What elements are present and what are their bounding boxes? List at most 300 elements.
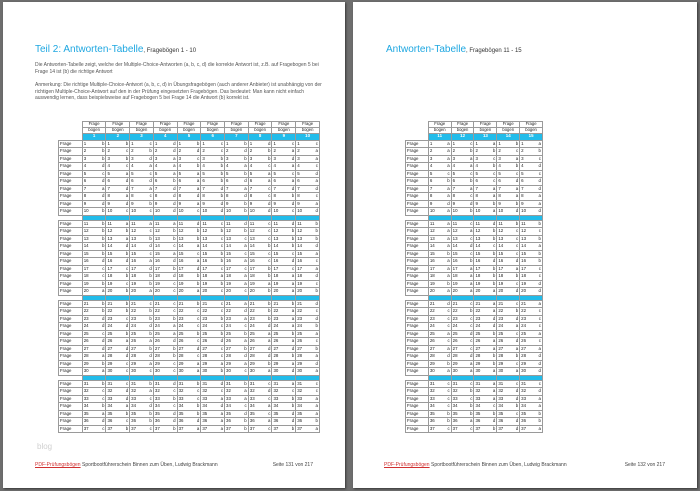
answer-cell	[497, 380, 520, 388]
row-label: Frage	[59, 258, 83, 266]
answer-letter: b	[268, 148, 271, 154]
answer-cell	[225, 155, 249, 163]
answer-cell	[248, 315, 272, 323]
question-number: 9	[83, 200, 87, 206]
answer-letter: a	[538, 243, 541, 249]
question-number: 17	[178, 265, 184, 271]
answer-letter: d	[220, 200, 224, 206]
question-number: 28	[202, 353, 208, 359]
question-number: 10	[107, 208, 113, 214]
answer-cell	[272, 208, 296, 216]
answer-cell	[177, 330, 201, 338]
question-number: 37	[249, 425, 255, 431]
answer-letter: a	[315, 368, 318, 374]
answer-cell	[130, 395, 154, 403]
question-number: 32	[107, 388, 113, 394]
row-label: Frage	[59, 265, 83, 273]
answer-letter: c	[125, 148, 129, 154]
answer-cell	[474, 345, 497, 353]
question-number: 4	[521, 163, 524, 169]
answer-cell	[82, 163, 106, 171]
answer-letter: a	[196, 178, 200, 184]
answer-letter: c	[244, 250, 247, 256]
answer-letter: a	[244, 315, 247, 321]
answer-cell	[474, 265, 497, 273]
answer-letter: b	[268, 315, 271, 321]
answer-letter: d	[515, 418, 519, 424]
question-number: 7	[475, 185, 478, 191]
row-label: Frage	[406, 323, 429, 331]
answer-cell	[451, 315, 474, 323]
answer-letter: a	[101, 353, 105, 359]
answer-cell	[520, 315, 543, 323]
question-number: 21	[83, 300, 89, 306]
answer-cell	[296, 360, 320, 368]
table-row	[406, 250, 543, 258]
question-number: 37	[131, 425, 137, 431]
question-number: 4	[475, 163, 478, 169]
answer-letter: c	[515, 243, 519, 249]
answer-cell	[177, 360, 201, 368]
row-label: Frage	[59, 360, 83, 368]
answer-cell	[497, 288, 520, 296]
answer-letter: b	[244, 228, 247, 234]
question-number: 8	[178, 193, 182, 199]
answer-cell	[248, 185, 272, 193]
answer-letter: a	[470, 228, 473, 234]
question-number: 11	[131, 220, 136, 226]
question-number: 18	[273, 273, 279, 279]
answer-letter: d	[492, 323, 496, 329]
answer-cell	[272, 258, 296, 266]
answer-cell	[106, 280, 130, 288]
question-number: 31	[202, 380, 208, 386]
row-label: Frage	[59, 178, 83, 186]
answer-cell	[272, 250, 296, 258]
answer-cell	[248, 155, 272, 163]
question-number: 34	[154, 403, 160, 409]
answer-cell	[520, 288, 543, 296]
answer-letter: a	[220, 425, 224, 431]
question-number: 17	[273, 265, 279, 271]
answer-cell	[153, 280, 177, 288]
question-number: 13	[178, 235, 184, 241]
question-number: 12	[202, 228, 208, 234]
answer-cell	[201, 353, 225, 361]
answer-letter: b	[101, 208, 105, 214]
question-number: 36	[273, 418, 279, 424]
question-number: 26	[249, 338, 255, 344]
answer-cell	[82, 193, 106, 201]
answer-cell	[130, 273, 154, 281]
question-number: 4	[154, 163, 158, 169]
answer-cell	[428, 185, 451, 193]
answer-cell	[296, 345, 320, 353]
answer-cell	[428, 403, 451, 411]
row-label: Frage	[59, 228, 83, 236]
question-number: 31	[475, 380, 481, 386]
question-number: 32	[521, 388, 527, 394]
answer-cell	[520, 323, 543, 331]
answer-letter: b	[538, 235, 541, 241]
row-label: Frage	[406, 388, 429, 396]
answer-letter: b	[149, 345, 152, 351]
question-number: 27	[521, 345, 527, 351]
answer-letter: d	[244, 308, 247, 314]
answer-cell	[428, 140, 451, 148]
question-number: 30	[429, 368, 435, 374]
answer-cell	[225, 308, 249, 316]
answer-cell	[106, 425, 130, 433]
question-number: 32	[202, 388, 208, 394]
answer-cell	[474, 323, 497, 331]
question-number: 24	[521, 323, 527, 329]
answer-letter: b	[196, 330, 200, 336]
answer-cell	[248, 193, 272, 201]
answer-letter: c	[173, 403, 176, 409]
answer-letter: c	[197, 155, 200, 161]
answer-cell	[106, 368, 130, 376]
answer-cell	[106, 360, 130, 368]
answer-cell	[225, 323, 249, 331]
answer-letter: c	[515, 148, 519, 154]
answer-letter: a	[291, 178, 295, 184]
answer-letter: c	[268, 425, 271, 431]
question-number: 6	[131, 178, 134, 184]
answer-letter: c	[268, 250, 271, 256]
answer-cell	[177, 243, 201, 251]
question-number: 10	[249, 208, 255, 214]
answer-letter: b	[125, 273, 129, 279]
question-number: 34	[273, 403, 279, 409]
answer-cell	[428, 265, 451, 273]
answer-letter: a	[101, 410, 105, 416]
question-number: 31	[429, 380, 435, 386]
answer-cell	[497, 280, 520, 288]
row-label: Frage	[406, 140, 429, 148]
table-row	[406, 148, 543, 156]
row-label: Frage	[406, 258, 429, 266]
answer-letter: d	[125, 178, 129, 184]
answer-letter: d	[538, 178, 541, 184]
question-number: 9	[452, 200, 456, 206]
answer-cell	[153, 403, 177, 411]
question-number: 20	[154, 288, 160, 294]
answer-cell	[201, 388, 225, 396]
answer-cell	[106, 353, 130, 361]
answer-cell	[82, 418, 106, 426]
answer-cell	[248, 265, 272, 273]
answer-letter: c	[220, 323, 224, 329]
answer-letter: a	[470, 155, 473, 161]
question-number: 14	[154, 243, 160, 249]
question-number: 37	[429, 425, 435, 431]
answer-cell	[225, 243, 249, 251]
question-number: 21	[107, 300, 113, 306]
answer-cell	[474, 155, 497, 163]
table-row	[406, 280, 543, 288]
question-number: 17	[249, 265, 255, 271]
question-number: 20	[226, 288, 231, 294]
answer-cell	[451, 380, 474, 388]
answer-cell	[201, 425, 225, 433]
question-number: 36	[429, 418, 435, 424]
question-number: 15	[521, 250, 527, 256]
answer-cell	[474, 403, 497, 411]
question-number: 15	[452, 250, 458, 256]
answer-cell	[272, 288, 296, 296]
question-number: 20	[83, 288, 89, 294]
question-number: 25	[521, 330, 527, 336]
row-label: Frage	[406, 395, 429, 403]
question-number: 20	[202, 288, 208, 294]
answer-cell	[272, 323, 296, 331]
question-number: 8	[107, 193, 110, 199]
answer-letter: b	[492, 360, 496, 366]
answer-cell	[497, 403, 520, 411]
answer-letter: b	[101, 228, 105, 234]
answer-letter: c	[470, 300, 473, 306]
question-number: 31	[226, 380, 231, 386]
question-number: 21	[475, 300, 481, 306]
question-number: 12	[498, 228, 504, 234]
answers-table-left	[58, 121, 320, 433]
answer-cell	[248, 288, 272, 296]
answer-letter: c	[220, 243, 224, 249]
row-label: Frage	[406, 330, 429, 338]
answer-cell	[272, 338, 296, 346]
answer-letter: a	[220, 418, 224, 424]
question-number: 15	[107, 250, 113, 256]
question-number: 15	[249, 250, 255, 256]
answer-cell	[296, 403, 320, 411]
header-cell: bogen	[177, 127, 201, 133]
table-row	[59, 380, 320, 388]
answer-cell	[106, 315, 130, 323]
question-number: 35	[498, 410, 504, 416]
table-row	[59, 228, 320, 236]
question-number: 29	[452, 360, 458, 366]
answer-cell	[272, 360, 296, 368]
question-number: 3	[498, 155, 501, 161]
question-number: 16	[273, 258, 279, 264]
answer-cell	[520, 220, 543, 228]
answer-letter: a	[538, 425, 541, 431]
answer-letter: a	[268, 403, 271, 409]
footer-link[interactable]: PDF-Prüfungsbögen	[384, 462, 430, 468]
answer-letter: b	[101, 148, 105, 154]
answer-letter: c	[244, 368, 247, 374]
answer-letter: c	[515, 170, 519, 176]
bogen-number: 9	[272, 133, 296, 140]
question-number: 30	[107, 368, 113, 374]
question-number: 35	[475, 410, 481, 416]
answer-letter: c	[102, 395, 105, 401]
answer-letter: b	[244, 155, 247, 161]
question-number: 4	[498, 163, 501, 169]
question-number: 14	[521, 243, 527, 249]
answer-letter: b	[515, 220, 519, 226]
bogen-number: 10	[296, 133, 320, 140]
answer-cell	[451, 330, 474, 338]
question-number: 7	[178, 185, 182, 191]
answer-cell	[520, 228, 543, 236]
question-number: 22	[226, 308, 231, 314]
answer-letter: b	[447, 418, 450, 424]
answer-letter: b	[101, 140, 105, 146]
answer-letter: c	[515, 330, 519, 336]
answer-letter: b	[291, 353, 295, 359]
table-row	[406, 163, 543, 171]
answer-cell	[474, 208, 497, 216]
answer-letter: c	[149, 228, 152, 234]
answer-letter: d	[447, 200, 450, 206]
bogen-number: 8	[248, 133, 272, 140]
answer-letter: d	[101, 418, 105, 424]
footer-link[interactable]: PDF-Prüfungsbögen	[35, 462, 81, 468]
answer-cell	[177, 178, 201, 186]
answer-cell	[520, 250, 543, 258]
answer-letter: b	[268, 360, 271, 366]
question-number: 28	[429, 353, 435, 359]
question-number: 2	[521, 148, 524, 154]
question-number: 1	[452, 140, 456, 146]
question-number: 29	[178, 360, 184, 366]
answer-cell	[428, 353, 451, 361]
table-row	[406, 140, 543, 148]
answer-cell	[153, 185, 177, 193]
question-number: 4	[202, 163, 205, 169]
row-label: Frage	[59, 200, 83, 208]
answer-letter: a	[447, 208, 450, 214]
question-number: 28	[498, 353, 504, 359]
table-row	[406, 185, 543, 193]
question-number: 8	[452, 193, 456, 199]
answer-cell	[153, 425, 177, 433]
answer-letter: c	[149, 425, 152, 431]
answer-letter: a	[196, 360, 200, 366]
answer-letter: b	[220, 155, 224, 161]
answer-cell	[225, 300, 249, 308]
answer-letter: b	[101, 155, 105, 161]
answer-letter: a	[173, 155, 176, 161]
answer-letter: b	[149, 380, 152, 386]
answer-letter: a	[315, 148, 318, 154]
answer-letter: b	[196, 140, 200, 146]
question-number: 13	[429, 235, 435, 241]
answer-letter: c	[447, 380, 450, 386]
question-number: 25	[475, 330, 481, 336]
answer-letter: c	[220, 148, 224, 154]
question-number: 33	[83, 395, 89, 401]
answer-cell	[177, 193, 201, 201]
answer-cell	[82, 368, 106, 376]
subtitle-text: , Fragebögen 1 - 10	[143, 48, 197, 54]
answer-cell	[428, 220, 451, 228]
answer-letter: a	[196, 425, 200, 431]
question-number: 31	[273, 380, 279, 386]
row-label: Frage	[59, 380, 83, 388]
row-label: Frage	[406, 418, 429, 426]
question-number: 20	[297, 288, 303, 294]
answer-cell	[272, 353, 296, 361]
answer-letter: a	[244, 388, 247, 394]
question-number: 9	[107, 200, 110, 206]
question-number: 22	[297, 308, 303, 314]
question-number: 1	[83, 140, 87, 146]
question-number: 23	[107, 315, 113, 321]
answer-letter: a	[220, 360, 224, 366]
question-number: 14	[249, 243, 255, 249]
table-row	[406, 425, 543, 433]
table-row	[59, 300, 320, 308]
answer-letter: c	[197, 353, 200, 359]
answer-letter: b	[470, 148, 473, 154]
question-number: 31	[83, 380, 89, 386]
answer-cell	[520, 338, 543, 346]
question-number: 9	[178, 200, 182, 206]
question-number: 24	[498, 323, 504, 329]
answer-cell	[106, 288, 130, 296]
answer-letter: d	[515, 425, 519, 431]
answer-cell	[130, 250, 154, 258]
question-number: 21	[273, 300, 279, 306]
question-number: 14	[475, 243, 481, 249]
row-label: Frage	[406, 403, 429, 411]
answer-cell	[272, 148, 296, 156]
question-number: 21	[202, 300, 208, 306]
question-number: 11	[83, 220, 89, 226]
answer-cell	[153, 338, 177, 346]
question-number: 19	[131, 280, 137, 286]
answer-letter: b	[149, 200, 152, 206]
answer-letter: c	[197, 388, 200, 394]
answer-cell	[82, 243, 106, 251]
answer-letter: d	[515, 388, 519, 394]
question-number: 16	[521, 258, 527, 264]
answer-letter: c	[197, 315, 200, 321]
answer-cell	[106, 193, 130, 201]
answer-letter: d	[268, 208, 271, 214]
table-row	[59, 315, 320, 323]
answer-cell	[451, 243, 474, 251]
answer-cell	[201, 280, 225, 288]
answer-cell	[296, 163, 320, 171]
answer-cell	[296, 338, 320, 346]
answer-letter: a	[244, 163, 247, 169]
answer-letter: c	[149, 193, 152, 199]
answer-letter: c	[470, 193, 473, 199]
row-label: Frage	[406, 353, 429, 361]
question-number: 22	[452, 308, 458, 314]
answer-letter: d	[173, 258, 176, 264]
answer-cell	[296, 388, 320, 396]
answer-letter: a	[315, 425, 318, 431]
answer-cell	[520, 148, 543, 156]
answer-letter: d	[315, 243, 318, 249]
table-row	[59, 200, 320, 208]
answer-letter: b	[315, 288, 318, 294]
question-number: 2	[273, 148, 276, 154]
answer-letter: c	[125, 315, 129, 321]
subtitle-text: , Fragebögen 11 - 15	[466, 48, 522, 54]
question-number: 11	[475, 220, 481, 226]
answer-letter: d	[291, 185, 295, 191]
answer-cell	[520, 235, 543, 243]
answer-letter: a	[470, 360, 473, 366]
question-number: 13	[452, 235, 458, 241]
answer-letter: a	[315, 330, 318, 336]
